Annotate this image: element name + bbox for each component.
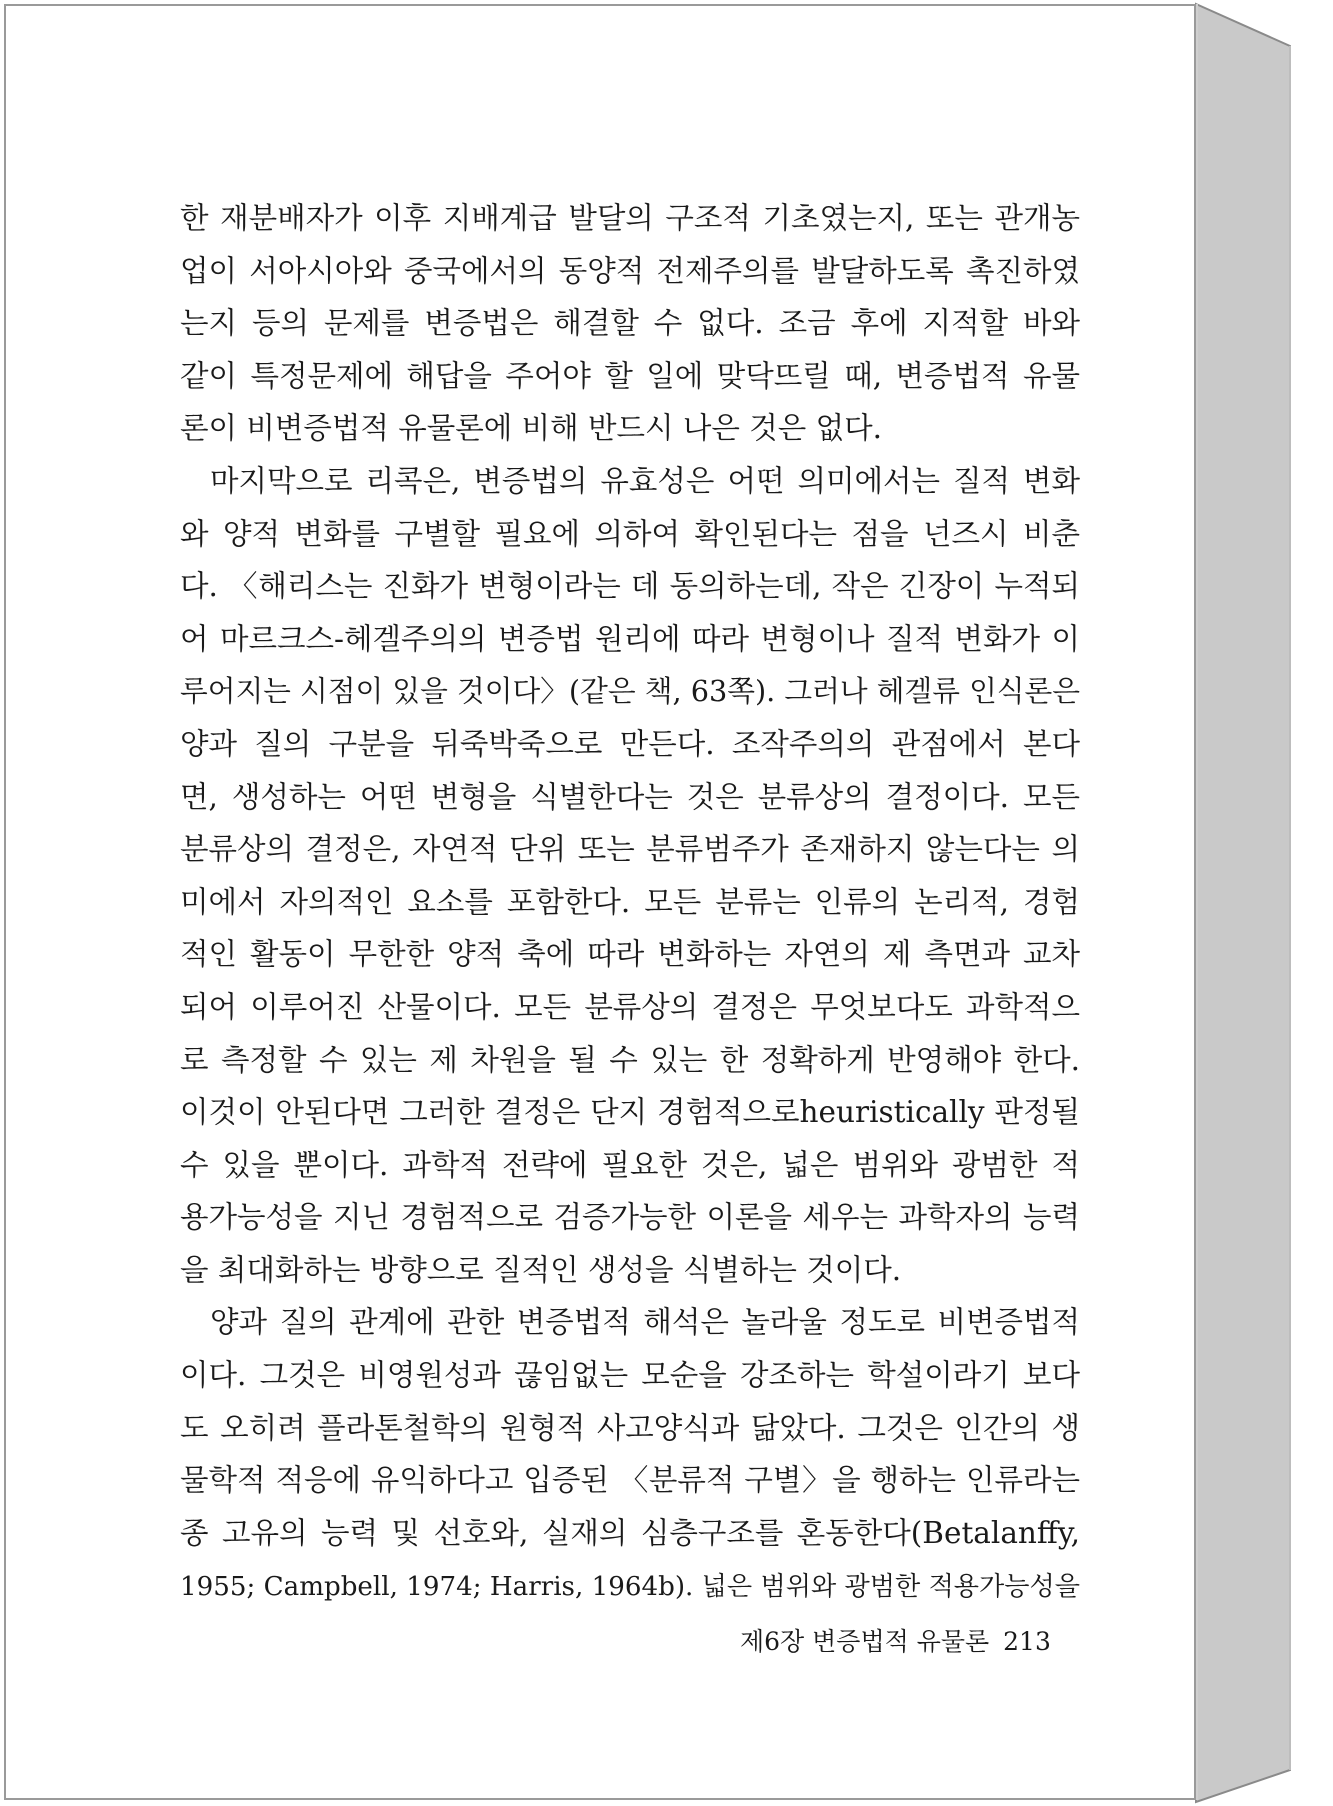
text-line xyxy=(180,1402,1080,1455)
text-line-content: 루어지는 시점이 있을 것이다〉(같은 책, 63쪽). 그러나 헤겔류 인식론은 xyxy=(180,674,1080,709)
text-line xyxy=(180,297,1080,350)
text-line xyxy=(180,1507,1080,1560)
text-line-content: 한 재분배자가 이후 지배계급 발달의 구조적 기초였는지, 또는 관개농 xyxy=(180,201,1080,235)
text-line-content: 적인 활동이 무한한 양적 축에 따라 변화하는 자연의 제 측면과 교차 xyxy=(180,937,1080,972)
text-line-content: 마지막으로 리콕은, 변증법의 유효성은 어떤 의미에서는 질적 변화 xyxy=(210,463,1080,498)
text-line-content: 분류상의 결정은, 자연적 단위 또는 분류범주가 존재하지 않는다는 의 xyxy=(180,832,1080,867)
text-line xyxy=(180,1034,1080,1087)
text-line xyxy=(180,508,1080,561)
text-line xyxy=(180,350,1080,403)
text-line xyxy=(180,876,1080,929)
text-line xyxy=(180,981,1080,1034)
text-line-content: 용가능성을 지닌 경험적으로 검증가능한 이론을 세우는 과학자의 능력 xyxy=(180,1200,1080,1235)
text-line xyxy=(180,1296,1080,1349)
text-line-content: 양과 질의 구분을 뒤죽박죽으로 만든다. 조작주의의 관점에서 본다 xyxy=(180,726,1080,761)
text-line xyxy=(180,665,1080,718)
text-line-content: 을 최대화하는 방향으로 질적인 생성을 식별하는 것이다. xyxy=(180,1252,902,1287)
text-line xyxy=(180,1454,1080,1507)
text-line-content: 이다. 그것은 비영원성과 끊임없는 모순을 강조하는 학설이라기 보다 xyxy=(180,1358,1080,1393)
text-line-content: 면, 생성하는 어떤 변형을 식별한다는 것은 분류상의 결정이다. 모든 xyxy=(180,779,1080,814)
text-line xyxy=(180,560,1080,613)
text-line xyxy=(180,928,1080,981)
text-line xyxy=(180,245,1080,298)
page-footer xyxy=(740,1622,1050,1658)
text-line-content: 론이 비변증법적 유물론에 비해 반드시 나은 것은 없다. xyxy=(180,411,882,446)
text-line-content: 로 측정할 수 있는 제 차원을 될 수 있는 한 정확하게 반영해야 한다. xyxy=(180,1042,1080,1077)
text-line-content: 1955; Campbell, 1974; Harris, 1964b). 넓은 범위와 광범한 적용가능성을 xyxy=(180,1572,1080,1603)
text-line-content: 물학적 적응에 유익하다고 입증된 〈분류적 구별〉을 행하는 인류라는 xyxy=(180,1463,1080,1498)
text-line xyxy=(180,192,1080,245)
text-line xyxy=(180,1139,1080,1192)
text-line xyxy=(180,1191,1080,1244)
text-line-content: 종 고유의 능력 및 선호와, 실재의 심층구조를 혼동한다(Betalanffy, xyxy=(180,1515,1080,1550)
chapter-title: 제6장 변증법적 유물론 xyxy=(740,1627,990,1656)
text-line xyxy=(180,1349,1080,1402)
text-line-content: 도 오히려 플라톤철학의 원형적 사고양식과 닮았다. 그것은 인간의 생 xyxy=(180,1410,1080,1445)
text-line xyxy=(180,718,1080,771)
text-line xyxy=(180,402,1080,455)
body-text xyxy=(180,192,1080,1612)
text-line-content: 는지 등의 문제를 변증법은 해결할 수 없다. 조금 후에 지적할 바와 xyxy=(180,306,1080,341)
text-line xyxy=(180,613,1080,666)
text-line-content: 양과 질의 관계에 관한 변증법적 해석은 놀라울 정도로 비변증법적 xyxy=(210,1305,1080,1340)
text-line xyxy=(180,1559,1080,1612)
text-line-content: 이것이 안된다면 그러한 결정은 단지 경험적으로heuristically 판정될 xyxy=(180,1095,1080,1130)
text-line-content: 같이 특정문제에 해답을 주어야 할 일에 맞닥뜨릴 때, 변증법적 유물 xyxy=(180,358,1080,393)
text-line-content: 업이 서아시아와 중국에서의 동양적 전제주의를 발달하도록 촉진하였 xyxy=(180,253,1080,288)
page-number: 213 xyxy=(1003,1627,1051,1656)
text-line xyxy=(180,455,1080,508)
text-line xyxy=(180,1244,1080,1297)
text-line-content: 와 양적 변화를 구별할 필요에 의하여 확인된다는 점을 넌즈시 비춘 xyxy=(180,516,1080,551)
text-line-content: 어 마르크스-헤겔주의의 변증법 원리에 따라 변형이나 질적 변화가 이 xyxy=(180,621,1080,656)
text-line xyxy=(180,1086,1080,1139)
text-line xyxy=(180,823,1080,876)
text-line-content: 되어 이루어진 산물이다. 모든 분류상의 결정은 무엇보다도 과학적으 xyxy=(180,989,1080,1024)
text-line-content: 수 있을 뿐이다. 과학적 전략에 필요한 것은, 넓은 범위와 광범한 적 xyxy=(180,1147,1080,1182)
text-line-content: 미에서 자의적인 요소를 포함한다. 모든 분류는 인류의 논리적, 경험 xyxy=(180,884,1080,919)
text-line xyxy=(180,771,1080,824)
text-line-content: 다. 〈해리스는 진화가 변형이라는 데 동의하는데, 작은 긴장이 누적되 xyxy=(180,569,1080,604)
